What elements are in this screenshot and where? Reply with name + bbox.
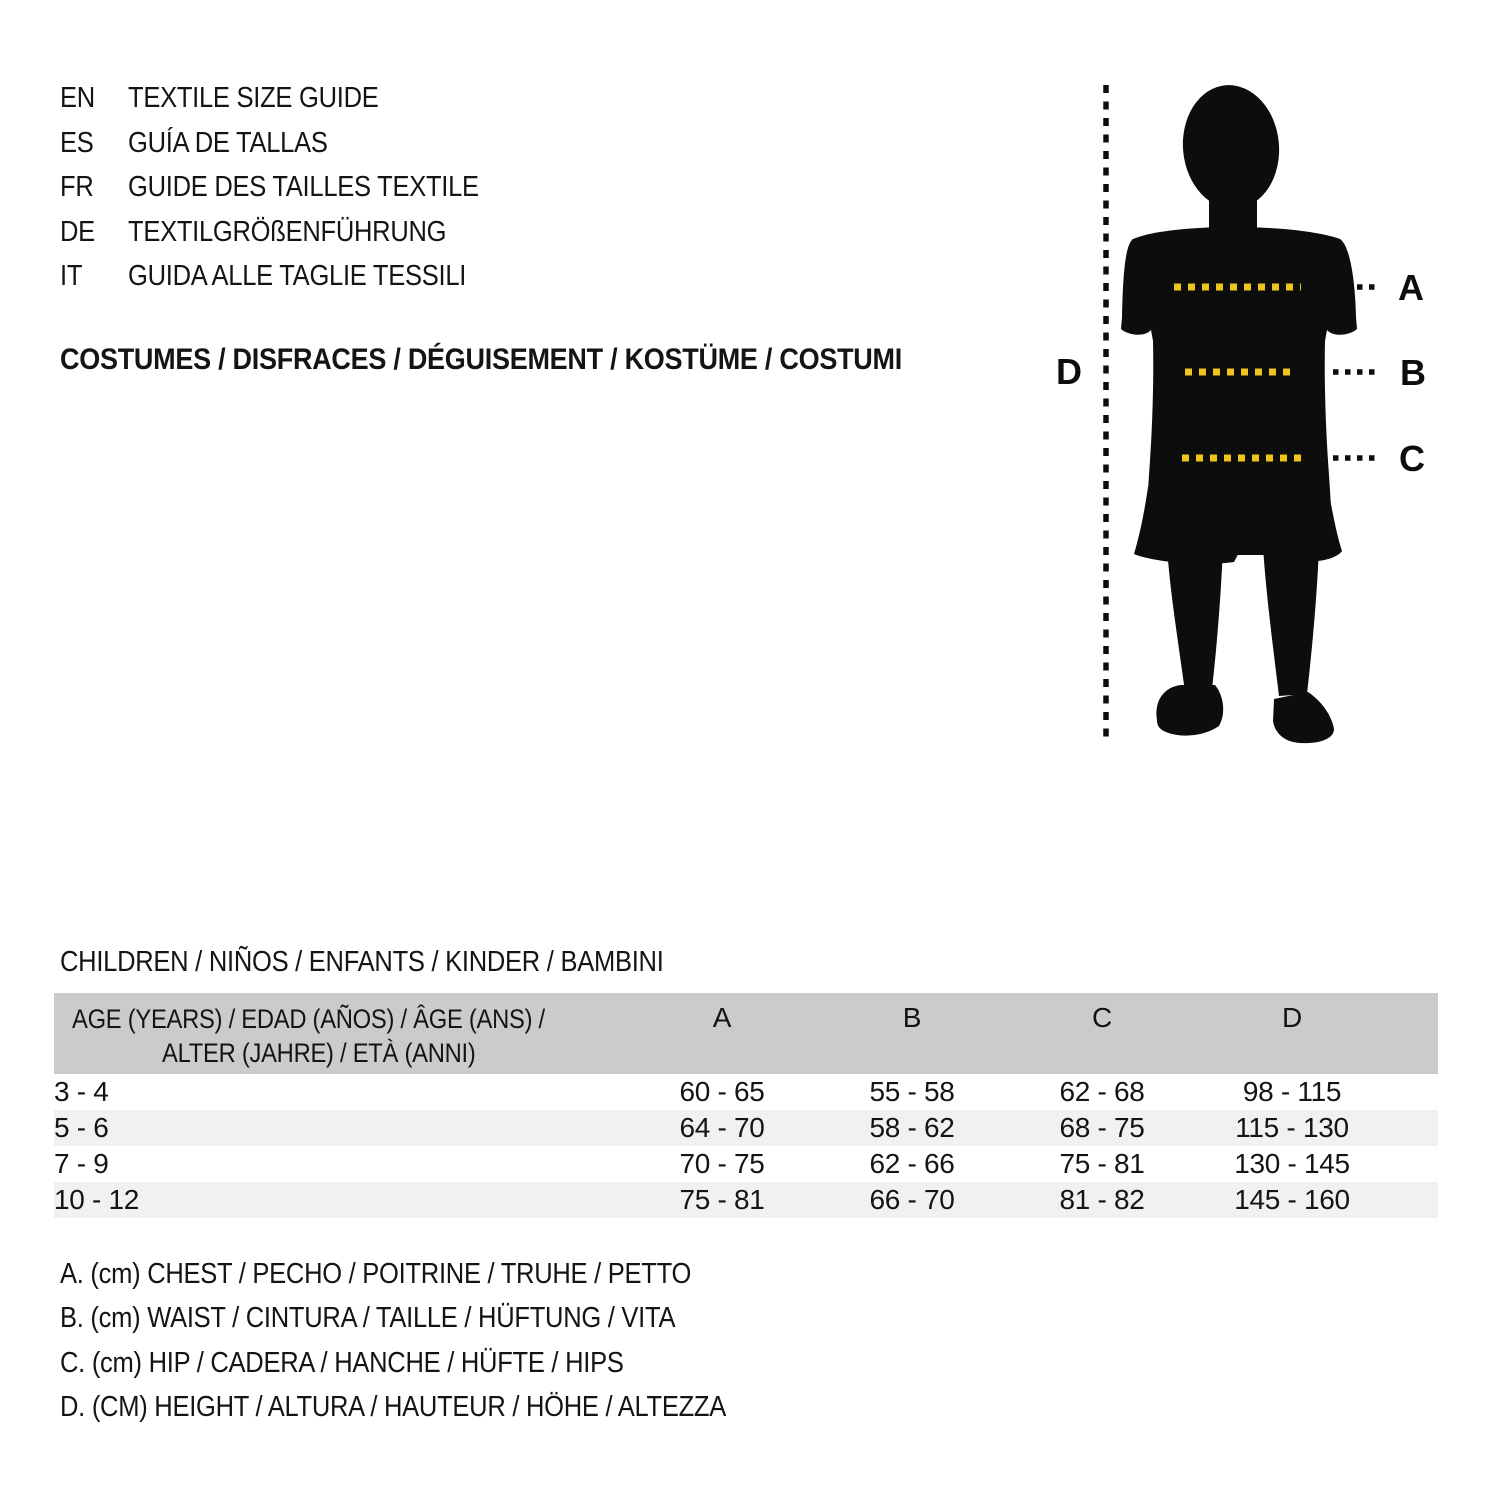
language-code (60, 165, 128, 210)
size-table (54, 993, 1438, 1218)
height-label-d: D (1056, 351, 1082, 392)
legend-text: A. (cm) CHEST / PECHO / POITRINE / TRUHE / PETTO (60, 1258, 692, 1290)
language-code (60, 76, 128, 121)
height-cell: 145 - 160 (1234, 1184, 1350, 1215)
column-header-a: A (627, 993, 817, 1074)
language-row (60, 254, 527, 299)
height-cell: 115 - 130 (1235, 1112, 1349, 1143)
guide-title (128, 121, 355, 166)
measurement-legend (60, 1252, 817, 1429)
header-filler (1387, 993, 1438, 1074)
language-code (60, 121, 128, 166)
language-row (60, 121, 527, 166)
size-row-7-9 (54, 1146, 1438, 1182)
hip-cell: 75 - 81 (1059, 1148, 1145, 1179)
measurement-figure (1040, 75, 1460, 750)
hip-cell: 62 - 68 (1059, 1076, 1145, 1107)
language-code-text: DE (60, 215, 95, 248)
language-row (60, 76, 527, 121)
age-header-line2: ALTER (JAHRE) / ETÀ (ANNI) (162, 1038, 476, 1068)
language-row (60, 165, 527, 210)
chest-label-a: A (1398, 267, 1424, 308)
category-title (60, 340, 996, 380)
legend-item-waist (60, 1296, 817, 1340)
language-code (60, 210, 128, 255)
table-header-row (54, 993, 1438, 1074)
row-filler (1387, 1182, 1438, 1218)
column-header-d: D (1197, 993, 1387, 1074)
legend-text: C. (cm) HIP / CADERA / HANCHE / HÜFTE / HIPS (60, 1346, 624, 1379)
guide-title-text: GUIDE DES TAILLES TEXTILE (128, 171, 479, 203)
size-row-5-6 (54, 1110, 1438, 1146)
waist-cell: 55 - 58 (869, 1076, 955, 1107)
language-code-text: ES (60, 126, 94, 159)
row-filler (1387, 1110, 1438, 1146)
language-code-text: IT (60, 260, 83, 292)
size-row-10-12 (54, 1182, 1438, 1218)
section-title-children (60, 946, 746, 979)
legend-text: B. (cm) WAIST / CINTURA / TAILLE / HÜFTUNG / VITA (60, 1302, 676, 1335)
row-filler (1387, 1074, 1438, 1110)
age-cell: 7 - 9 (54, 1148, 109, 1179)
hip-label-c: C (1399, 438, 1425, 479)
legend-item-hip (60, 1341, 817, 1385)
guide-title-text: GUÍA DE TALLAS (128, 126, 328, 159)
guide-title-text: TEXTILGRÖßENFÜHRUNG (128, 215, 447, 248)
hip-cell: 68 - 75 (1059, 1112, 1145, 1143)
legend-item-chest (60, 1252, 817, 1296)
legend-item-height (60, 1385, 817, 1429)
language-code (60, 254, 128, 299)
chest-cell: 75 - 81 (679, 1184, 765, 1215)
waist-label-b: B (1400, 352, 1426, 393)
section-title-text: CHILDREN / NIÑOS / ENFANTS / KINDER / BAMBINI (60, 946, 664, 978)
child-silhouette-diagram (1040, 75, 1460, 750)
size-row-3-4 (54, 1074, 1438, 1110)
guide-title (128, 210, 490, 255)
age-cell: 3 - 4 (54, 1076, 109, 1107)
row-filler (1387, 1146, 1438, 1182)
child-silhouette-icon (1121, 81, 1357, 743)
height-cell: 130 - 145 (1234, 1148, 1350, 1179)
language-row (60, 210, 527, 255)
language-code-text: FR (60, 171, 94, 203)
language-title-list (60, 76, 527, 299)
age-cell: 10 - 12 (54, 1184, 140, 1215)
waist-cell: 58 - 62 (869, 1112, 955, 1143)
guide-title-text: TEXTILE SIZE GUIDE (128, 82, 379, 114)
language-code-text: EN (60, 82, 95, 114)
column-header-c: C (1007, 993, 1197, 1074)
legend-text: D. (CM) HEIGHT / ALTURA / HAUTEUR / HÖHE / ALTEZZA (60, 1390, 727, 1423)
chest-cell: 60 - 65 (679, 1076, 765, 1107)
age-column-header (54, 993, 627, 1074)
column-header-b: B (817, 993, 1007, 1074)
age-cell: 5 - 6 (54, 1112, 109, 1143)
waist-cell: 62 - 66 (869, 1148, 955, 1179)
chest-cell: 64 - 70 (679, 1112, 765, 1143)
chest-cell: 70 - 75 (679, 1148, 765, 1179)
age-header-line1: AGE (YEARS) / EDAD (AÑOS) / ÂGE (ANS) / (71, 1004, 545, 1034)
guide-title-text: GUIDA ALLE TAGLIE TESSILI (128, 260, 467, 292)
hip-cell: 81 - 82 (1059, 1184, 1145, 1215)
guide-title (128, 76, 413, 121)
guide-title (128, 165, 527, 210)
height-cell: 98 - 115 (1242, 1076, 1342, 1107)
guide-title (128, 254, 512, 299)
waist-cell: 66 - 70 (869, 1184, 955, 1215)
category-title-text: COSTUMES / DISFRACES / DÉGUISEMENT / KOSTÜME / COSTUMI (60, 343, 902, 376)
